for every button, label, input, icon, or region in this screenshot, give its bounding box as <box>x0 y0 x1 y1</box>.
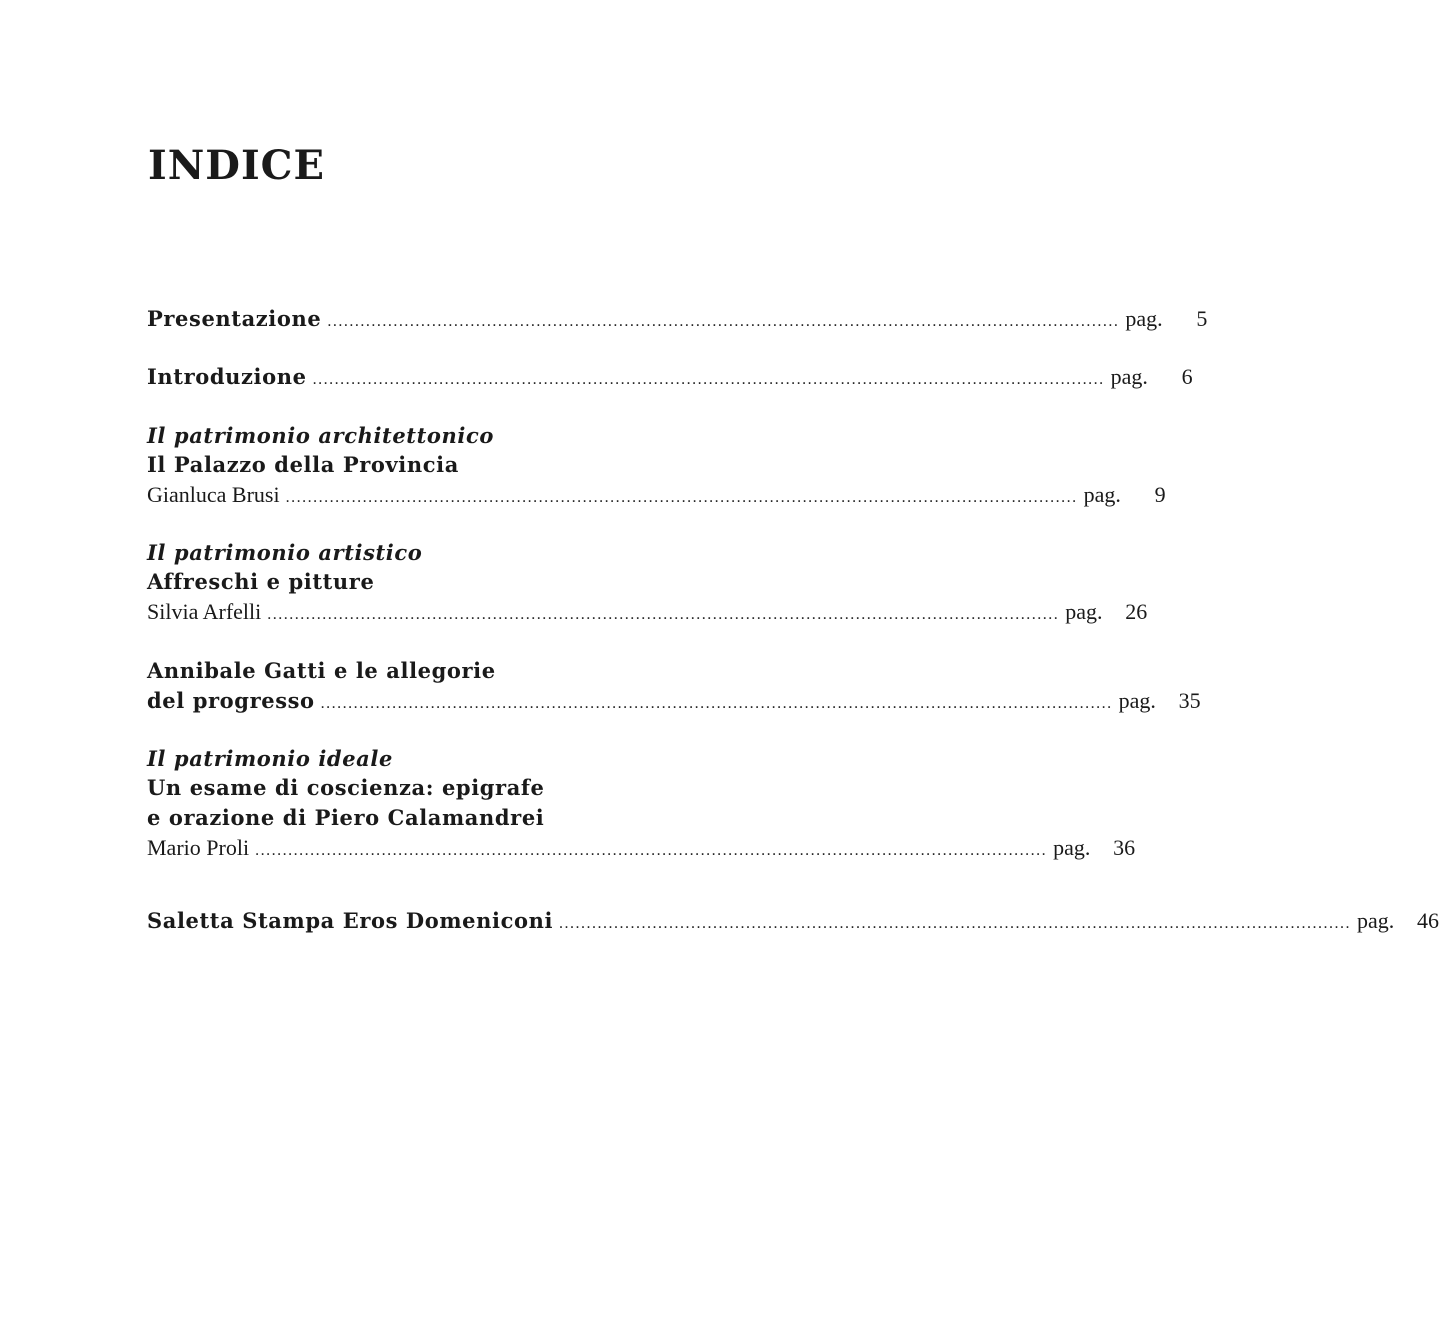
toc-entry-title: Un esame di coscienza: epigrafe <box>147 775 545 800</box>
page-number: 9 <box>1154 482 1166 507</box>
toc-entry-title-cont: del progresso <box>147 688 315 713</box>
author-name: Gianluca Brusi <box>147 482 280 507</box>
dot-leader: ................................................................................................................................................ <box>255 842 1048 859</box>
toc-entry-title: Saletta Stampa Eros Domeniconi <box>147 908 554 933</box>
toc-entry-title: Introduzione <box>147 364 307 389</box>
toc-entry-title: Affreschi e pitture <box>147 569 375 594</box>
toc-entry-title: Presentazione <box>147 306 322 331</box>
dot-leader: ................................................................................................................................................ <box>285 489 1078 506</box>
toc-entry-title-cont: e orazione di Piero Calamandrei <box>147 805 545 830</box>
dot-leader: ................................................................................................................................................ <box>327 313 1120 330</box>
page-number: 46 <box>1417 908 1439 933</box>
author-name: Mario Proli <box>147 835 250 860</box>
page-prefix: pag. <box>1125 306 1163 331</box>
page-number: 5 <box>1196 306 1208 331</box>
dot-leader: ................................................................................................................................................ <box>559 915 1352 932</box>
toc-entry-title: Annibale Gatti e le allegorie <box>147 658 496 683</box>
page-prefix: pag. <box>1083 482 1121 507</box>
toc-leader-line <box>147 480 1166 510</box>
page-prefix: pag. <box>1065 599 1103 624</box>
page-prefix: pag. <box>1110 364 1148 389</box>
page-prefix: pag. <box>1357 908 1395 933</box>
page-number: 36 <box>1113 835 1136 860</box>
section-heading: Il patrimonio artistico <box>147 540 423 565</box>
page-title: INDICE <box>148 142 325 189</box>
dot-leader: ................................................................................................................................................ <box>320 695 1113 712</box>
author-name: Silvia Arfelli <box>147 599 262 624</box>
page-number: 6 <box>1181 364 1193 389</box>
page-number: 26 <box>1125 599 1148 624</box>
section-heading: Il patrimonio architettonico <box>147 423 494 448</box>
toc-entry-title: Il Palazzo della Provincia <box>147 452 459 477</box>
section-heading: Il patrimonio ideale <box>147 746 393 771</box>
toc-leader-line <box>147 906 1439 936</box>
toc-leader-line <box>147 362 1193 392</box>
page-prefix: pag. <box>1053 835 1091 860</box>
page-prefix: pag. <box>1118 688 1156 713</box>
toc-leader-line <box>147 833 1136 863</box>
dot-leader: ................................................................................................................................................ <box>312 371 1105 388</box>
toc-leader-line <box>147 304 1208 334</box>
toc-leader-line <box>147 686 1201 716</box>
toc-leader-line <box>147 597 1148 627</box>
page-number: 35 <box>1178 688 1201 713</box>
dot-leader: ................................................................................................................................................ <box>267 606 1060 623</box>
